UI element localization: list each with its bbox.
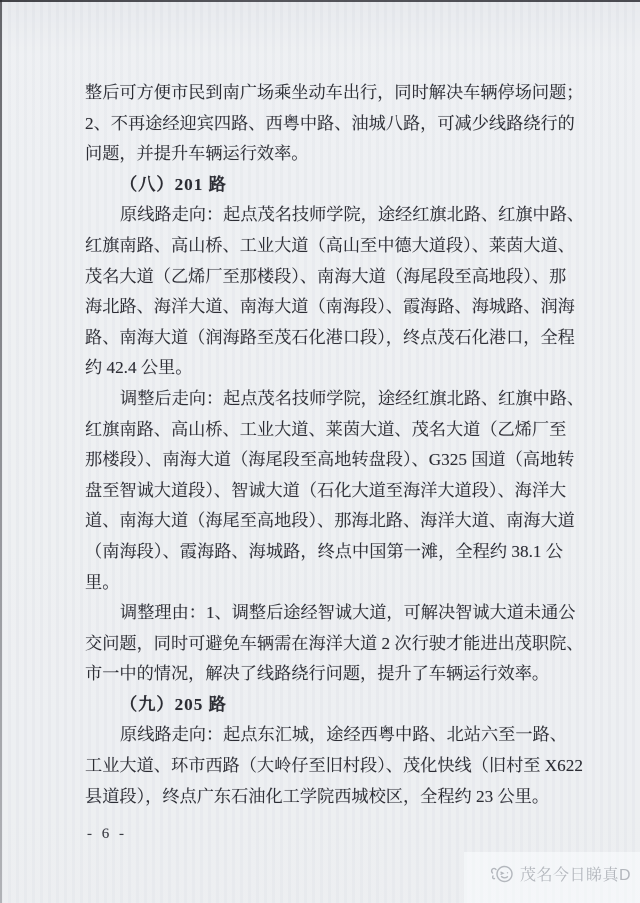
- text-line: 路、南海大道（润海路至茂石化港口段），终点茂石化港口，全程: [85, 327, 575, 347]
- text-line: 交问题，同时可避免车辆需在海洋大道 2 次行驶才能进出茂职院、: [85, 633, 584, 653]
- text-line: 里。: [85, 572, 120, 592]
- scan-edge-left: [0, 0, 2, 903]
- text-line: 2、不再途经迎宾四路、西粤中路、油城八路，可减少线路绕行的: [85, 113, 575, 133]
- watermark-label: 茂名今日睇真D: [519, 867, 631, 884]
- text-line: 问题，并提升车辆运行效率。: [85, 144, 309, 164]
- text-line: 市一中的情况，解决了线路绕行问题，提升了车辆运行效率。: [85, 664, 550, 684]
- scan-edge-top: [0, 0, 640, 2]
- text-line: 茂名大道（乙烯厂至那楼段）、南海大道（海尾段至高地段）、那: [85, 266, 567, 286]
- text-line: 盘至智诚大道段）、智诚大道（石化大道至海洋大道段）、海洋大: [85, 480, 567, 500]
- section-heading: （九）205 路: [120, 694, 227, 714]
- section-heading: （八）201 路: [120, 174, 227, 194]
- text-line: 整后可方便市民到南广场乘坐动车出行，同时解决车辆停场问题；: [85, 83, 584, 102]
- text-line: 原线路走向：起点东汇城，途经西粤中路、北站六至一路、: [120, 725, 567, 745]
- text-line: 红旗南路、高山桥、工业大道、莱茵大道、茂名大道（乙烯厂至: [85, 419, 567, 439]
- text-line: 调整理由：1、调整后途经智诚大道，可解决智诚大道未通公: [120, 603, 576, 623]
- document-body: [85, 78, 585, 812]
- text-line: 那楼段）、南海大道（海尾段至高地转盘段）、G325 国道（高地转: [85, 450, 575, 470]
- text-line: 约 42.4 公里。: [85, 358, 193, 378]
- text-line: 红旗南路、高山桥、工业大道（高山至中德大道段）、莱茵大道、: [85, 235, 575, 255]
- page-number: - 6 -: [87, 826, 127, 842]
- text-line: （南海段）、霞海路、海城路，终点中国第一滩，全程约 38.1 公: [85, 541, 563, 561]
- text-line: 工业大道、环市西路（大岭仔至旧村段）、茂化快线（旧村至 X622: [85, 756, 583, 776]
- text-line: 海北路、海洋大道、南海大道（南海段）、霞海路、海城路、润海: [85, 297, 575, 317]
- text-line: 县道段），终点广东石油化工学院西城校区，全程约 23 公里。: [85, 786, 550, 806]
- watermark: [489, 862, 631, 885]
- text-line: 调整后走向：起点茂名技师学院，途经红旗北路、红旗中路、: [120, 388, 585, 408]
- winking-face-icon: [489, 864, 515, 884]
- text-line: 道、南海大道（海尾至高地段）、那海北路、海洋大道、南海大道: [85, 511, 575, 531]
- text-line: 原线路走向：起点茂名技师学院，途经红旗北路、红旗中路、: [120, 205, 585, 225]
